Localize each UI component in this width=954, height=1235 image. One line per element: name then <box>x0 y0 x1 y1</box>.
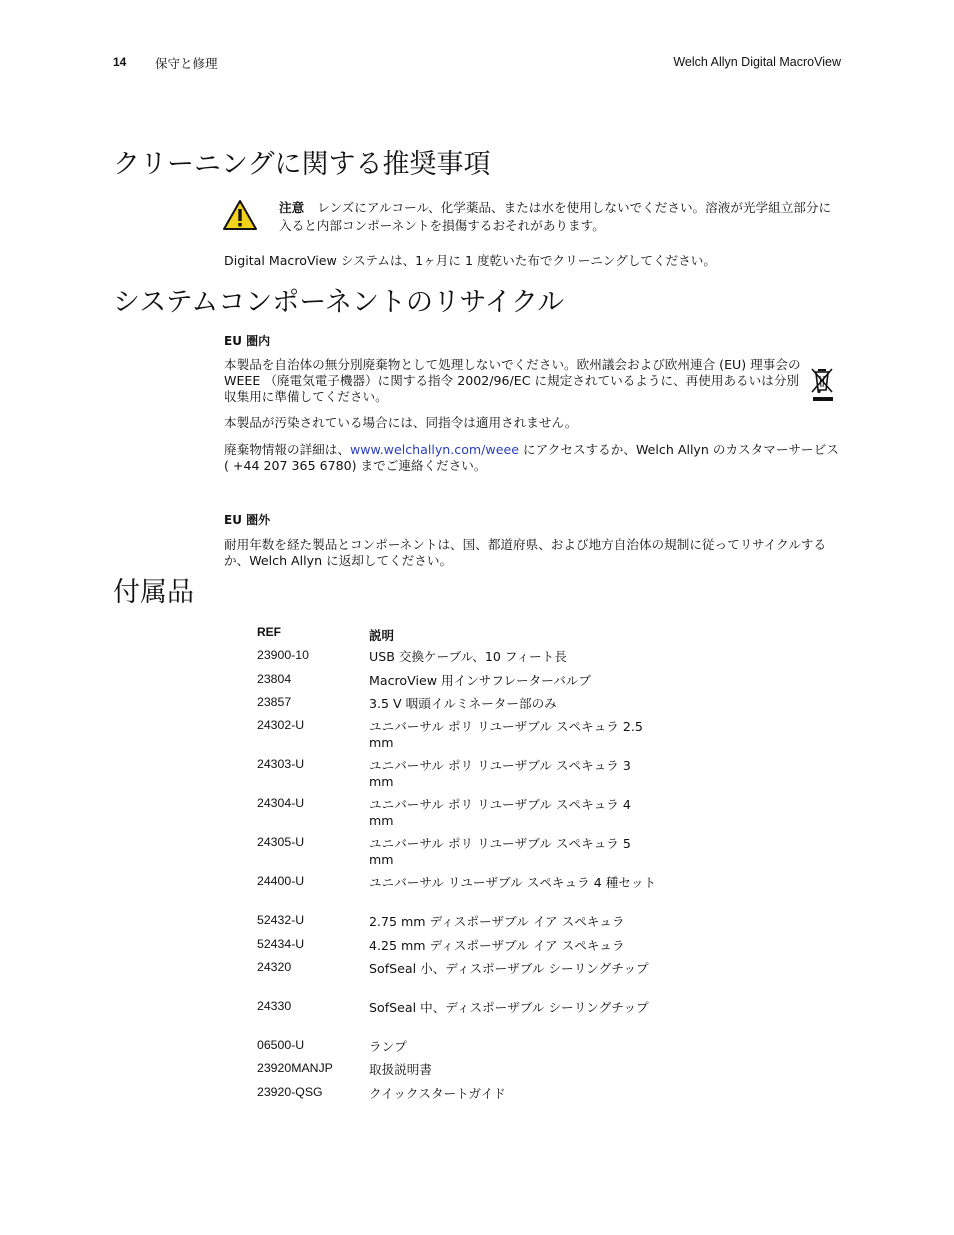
eu-outside-label: EU 圏外 <box>224 513 271 527</box>
description-cell: ランプ <box>369 1039 407 1054</box>
caution-label: 注意 <box>279 200 305 215</box>
eu-inside-paragraph-3-start: 廃棄物情報の詳細は、 <box>224 442 350 457</box>
ref-cell: 24304-U <box>257 796 305 810</box>
column-header-ref: REF <box>257 625 281 639</box>
ref-cell: 52432-U <box>257 913 305 927</box>
crossed-bin-icon <box>810 366 836 402</box>
description-cell: ユニバーサル ポリ リユーザブル スペキュラ 2.5 mm <box>369 719 643 750</box>
ref-cell: 23804 <box>257 672 292 686</box>
description-cell: USB 交換ケーブル、10 フィート長 <box>369 649 567 664</box>
description-cell: 取扱説明書 <box>369 1062 432 1077</box>
description-cell: ユニバーサル ポリ リユーザブル スペキュラ 3 mm <box>369 758 631 789</box>
eu-inside-paragraph-3 <box>224 442 844 474</box>
eu-outside-paragraph: 耐用年数を経た製品とコンポーネントは、国、都道府県、および地方自治体の規制に従ってリサイクルするか、Welch Allyn に返却してください。 <box>224 537 827 568</box>
eu-inside-label: EU 圏内 <box>224 334 271 348</box>
accessories-heading: 付属品 <box>113 577 194 608</box>
weee-link[interactable]: www.welchallyn.com/weee <box>349 442 519 457</box>
caution-text: レンズにアルコール、化学薬品、または水を使用しないでください。溶液が光学組立部分に入ると内部コンポーネントを損傷するおそれがあります。 <box>279 200 832 233</box>
description-cell: SofSeal 中、ディスポーザブル シーリングチップ <box>369 1000 649 1015</box>
description-cell: ユニバーサル リユーザブル スペキュラ 4 種セット <box>369 875 657 890</box>
ref-cell: 24302-U <box>257 718 305 732</box>
ref-cell: 23900-10 <box>257 648 309 662</box>
description-cell: ユニバーサル ポリ リユーザブル スペキュラ 4 mm <box>369 797 631 828</box>
ref-cell: 24330 <box>257 999 292 1013</box>
description-cell: 3.5 V 咽頭イルミネーター部のみ <box>369 696 557 711</box>
description-cell: 2.75 mm ディスポーザブル イア スペキュラ <box>369 914 625 929</box>
cleaning-heading: クリーニングに関する推奨事項 <box>113 149 491 180</box>
ref-cell: 24400-U <box>257 874 305 888</box>
ref-cell: 23920MANJP <box>257 1061 333 1075</box>
eu-inside-paragraph-1: 本製品を自治体の無分別廃棄物として処理しないでください。欧州議会および欧州連合 (EU) 理事会の WEEE （廃電気電子機器）に関する指令 2002/96/EC に規定されているように、再使用あるいは分別収集用に準備してください。 <box>224 357 801 404</box>
warning-triangle-icon <box>222 199 258 231</box>
eu-inside-paragraph-2: 本製品が汚染されている場合には、同指令は適用されません。 <box>224 415 578 430</box>
cleaning-instruction: Digital MacroView システムは、1ヶ月に 1 度乾いた布でクリーニングしてください。 <box>224 253 716 268</box>
recycling-heading: システムコンポーネントのリサイクル <box>113 287 565 318</box>
eu-inside-paragraph-3-end: にアクセスするか、Welch Allyn のカスタマーサービス ( +44 207 365 6780) までご連絡ください。 <box>224 442 839 473</box>
description-cell: SofSeal 小、ディスポーザブル シーリングチップ <box>369 961 649 976</box>
description-cell: MacroView 用インサフレーターバルブ <box>369 673 591 688</box>
ref-cell: 23857 <box>257 695 292 709</box>
ref-cell: 23920-QSG <box>257 1085 323 1099</box>
ref-cell: 24305-U <box>257 835 305 849</box>
document-title: Welch Allyn Digital MacroView <box>673 55 841 69</box>
section-label: 保守と修理 <box>155 56 218 71</box>
page-number: 14 <box>113 55 127 69</box>
ref-cell: 52434-U <box>257 937 305 951</box>
caution-note <box>279 199 841 235</box>
ref-cell: 24303-U <box>257 757 305 771</box>
description-cell: 4.25 mm ディスポーザブル イア スペキュラ <box>369 938 625 953</box>
description-cell: ユニバーサル ポリ リユーザブル スペキュラ 5 mm <box>369 836 631 867</box>
ref-cell: 24320 <box>257 960 292 974</box>
description-cell: クイックスタートガイド <box>369 1086 506 1101</box>
column-header-description: 説明 <box>369 628 395 643</box>
ref-cell: 06500-U <box>257 1038 305 1052</box>
